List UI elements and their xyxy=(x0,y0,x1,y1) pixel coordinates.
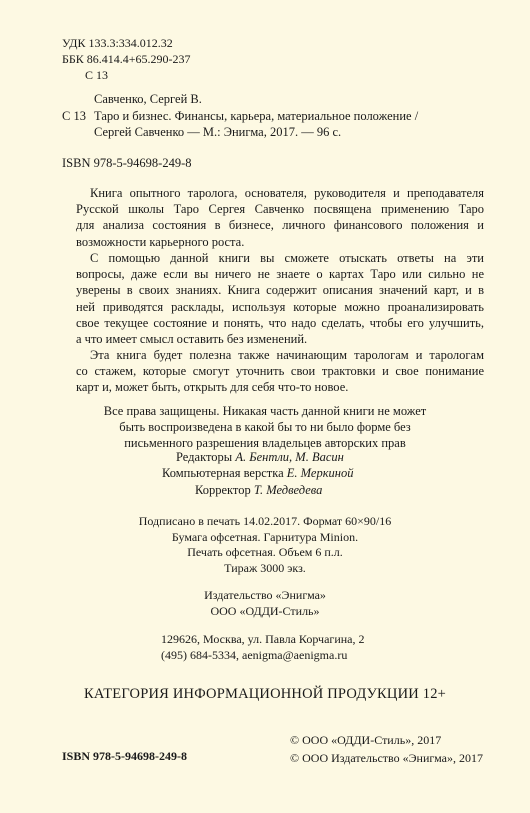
proofreader-label: Корректор xyxy=(195,483,251,497)
biblio-mark: С 13 xyxy=(62,109,86,123)
annotation-paragraph-3 xyxy=(76,347,484,396)
print-info-line: Тираж 3000 экз. xyxy=(224,560,306,575)
annotation-line: С помощью данной книги вы сможете отыскать ответы на эти xyxy=(90,251,484,265)
annotation-line: Русской школы Таро Сергея Савченко посвящена применению Таро xyxy=(76,202,484,217)
annotation-line: Книга опытного таролога, основателя, руководителя и преподавателя xyxy=(90,186,484,200)
layout-name: Е. Меркиной xyxy=(286,466,354,480)
annotation-paragraph-1 xyxy=(76,185,484,250)
print-info-line: Печать офсетная. Объем 6 п.л. xyxy=(187,545,343,559)
proofreader-credit xyxy=(195,483,322,499)
print-info-line: Бумага офсетная. Гарнитура Minion. xyxy=(171,529,359,544)
isbn-bottom: ISBN 978-5-94698-249-8 xyxy=(62,749,187,763)
annotation-line: вопросы, даже если вы ничего не знаете о картах Таро или сильно не xyxy=(76,267,484,282)
rights-notice xyxy=(0,403,530,451)
rights-line: Все права защищены. Никакая часть данной книги не может xyxy=(103,404,427,418)
annotation-line: Эта книга будет полезна также начинающим тарологам и тарологам xyxy=(90,348,484,362)
address-block xyxy=(161,631,365,663)
print-info xyxy=(110,514,420,576)
editors-label: Редакторы xyxy=(176,450,233,464)
biblio-line-2: Сергей Савченко — М.: Энигма, 2017. — 96 с. xyxy=(94,125,342,139)
udk-code: УДК 133.3:334.012.32 xyxy=(62,36,173,50)
isbn-top: ISBN 978-5-94698-249-8 xyxy=(62,156,192,170)
annotation-line: уверены в своих знаниях. Книга содержит описания значений карт, и в xyxy=(76,283,484,298)
annotation-line: карт и, может быть, открыть для себя что-то новое. xyxy=(76,380,349,395)
annotation-line: возможности карьерного роста. xyxy=(76,234,245,249)
copyright-line: © ООО Издательство «Энигма», 2017 xyxy=(290,751,483,765)
publisher-line: ООО «ОДДИ-Стиль» xyxy=(210,603,320,618)
annotation-line: ней приводятся расклады, используя которые можно проанализировать xyxy=(76,299,484,314)
editors-credit xyxy=(176,450,344,466)
publisher-block xyxy=(110,588,420,619)
address-line: 129626, Москва, ул. Павла Корчагина, 2 xyxy=(161,632,365,646)
copyright-line: © ООО «ОДДИ-Стиль», 2017 xyxy=(290,733,442,747)
layout-credit xyxy=(162,466,354,482)
annotation-line: для анализа состояния в бизнесе, личного финансового положения и xyxy=(76,218,484,233)
annotation-paragraph-2 xyxy=(76,250,484,347)
publisher-line: Издательство «Энигма» xyxy=(204,588,326,602)
author-name: Савченко, Сергей В. xyxy=(94,92,202,106)
rights-line: быть воспроизведена в какой бы то ни было форме без xyxy=(119,420,411,434)
biblio-line-1: Таро и бизнес. Финансы, карьера, материальное положение / xyxy=(94,109,419,123)
layout-label: Компьютерная верстка xyxy=(162,466,284,480)
rights-line: письменного разрешения владельцев авторских прав xyxy=(124,436,406,450)
author-mark: С 13 xyxy=(85,68,109,82)
annotation-line: а что имеет смысл оставить без изменений. xyxy=(76,332,308,347)
annotation-line: свое текущее состояние и понять, что надо сделать, чтобы его улучшить, xyxy=(76,315,484,330)
proofreader-name: Т. Медведева xyxy=(253,483,323,497)
copyright-block xyxy=(290,731,483,767)
address-line: (495) 684-5334, aenigma@aenigma.ru xyxy=(161,648,348,662)
annotation-line: со стажем, которые смогут уточнить свои трактовки и свое понимание xyxy=(76,364,484,379)
print-info-line: Подписано в печать 14.02.2017. Формат 60×90/16 xyxy=(138,514,392,528)
bbk-code: ББК 86.414.4+65.290-237 xyxy=(62,52,191,66)
product-category: КАТЕГОРИЯ ИНФОРМАЦИОННОЙ ПРОДУКЦИИ 12+ xyxy=(83,686,447,702)
editors-names: А. Бентли, М. Васин xyxy=(235,450,344,464)
